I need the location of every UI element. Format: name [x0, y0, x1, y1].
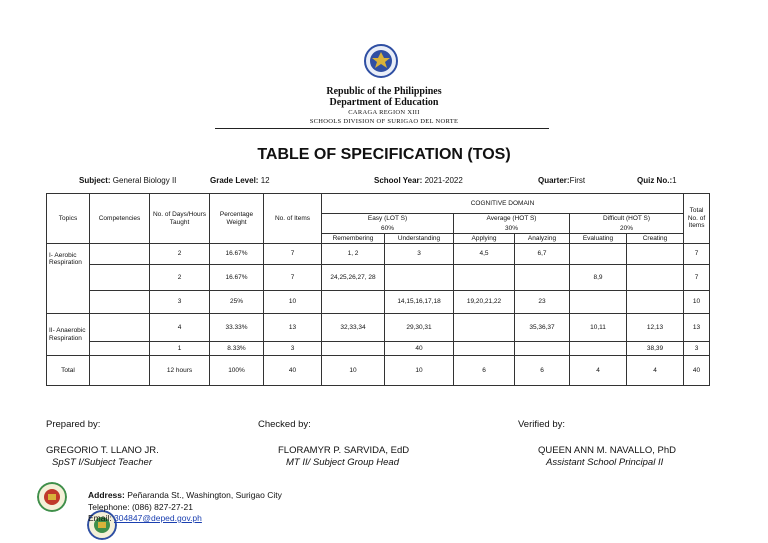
evaluating-cell: 10,11	[570, 314, 627, 342]
understanding-cell: 10	[385, 356, 454, 386]
creating-cell: 4	[627, 356, 684, 386]
header-difficult: Difficult (HOT S)	[570, 214, 684, 224]
analyzing-cell: 23	[515, 291, 570, 314]
verified-title: Assistant School Principal II	[546, 457, 664, 468]
header-understanding: Understanding	[385, 234, 454, 244]
total-row	[47, 356, 710, 386]
header-republic: Republic of the Philippines	[326, 86, 442, 97]
deped-seal-icon	[364, 44, 398, 78]
days-cell: 3	[150, 291, 210, 314]
header-competencies: Competencies	[90, 194, 150, 244]
footer-address: Address: Peñaranda St., Washington, Surigao City	[88, 490, 282, 500]
weight-cell: 33.33%	[210, 314, 264, 342]
creating-cell	[627, 244, 684, 265]
analyzing-cell: 6	[515, 356, 570, 386]
competency-cell	[90, 356, 150, 386]
total-cell: 10	[684, 291, 710, 314]
competency-cell	[90, 244, 150, 265]
table-row	[47, 244, 710, 265]
subject-info: Subject: General Biology II	[79, 176, 177, 185]
days-cell: 1	[150, 342, 210, 356]
checked-label: Checked by:	[258, 419, 311, 430]
quiz-info: Quiz No.:1	[637, 176, 677, 185]
analyzing-cell: 6,7	[515, 244, 570, 265]
footer-telephone: Telephone: (086) 827-27-21	[88, 502, 193, 512]
weight-cell: 25%	[210, 291, 264, 314]
evaluating-cell	[570, 342, 627, 356]
items-cell: 3	[264, 342, 322, 356]
header-average: Average (HOT S)	[454, 214, 570, 224]
total-label: Total	[47, 356, 90, 386]
verified-label: Verified by:	[518, 419, 565, 430]
table-row	[47, 265, 710, 291]
header-department: Department of Education	[329, 97, 439, 108]
prepared-label: Prepared by:	[46, 419, 101, 430]
items-cell: 7	[264, 265, 322, 291]
competency-cell	[90, 314, 150, 342]
header-total-items: Total No. of Items	[684, 194, 710, 244]
topic-anaerobic: II- Anaerobic Respiration	[47, 314, 90, 356]
header-division: SCHOOLS DIVISION OF SURIGAO DEL NORTE	[309, 118, 459, 125]
header-average-pct: 30%	[454, 224, 570, 234]
header-remembering: Remembering	[322, 234, 385, 244]
creating-cell	[627, 291, 684, 314]
total-cell: 40	[684, 356, 710, 386]
topic-aerobic: I- Aerobic Respiration	[47, 244, 90, 314]
remembering-cell: 24,25,26,27, 28	[322, 265, 385, 291]
header-cognitive-domain: COGNITIVE DOMAIN	[322, 194, 684, 214]
table-row	[47, 314, 710, 342]
grade-info: Grade Level: 12	[210, 176, 270, 185]
prepared-name: GREGORIO T. LLANO JR.	[46, 445, 159, 456]
days-cell: 4	[150, 314, 210, 342]
competency-cell	[90, 265, 150, 291]
remembering-cell	[322, 342, 385, 356]
analyzing-cell	[515, 342, 570, 356]
header-difficult-pct: 20%	[570, 224, 684, 234]
understanding-cell: 29,30,31	[385, 314, 454, 342]
applying-cell: 4,5	[454, 244, 515, 265]
remembering-cell	[322, 291, 385, 314]
total-cell: 13	[684, 314, 710, 342]
header-analyzing: Analyzing	[515, 234, 570, 244]
competency-cell	[90, 342, 150, 356]
evaluating-cell	[570, 244, 627, 265]
weight-cell: 100%	[210, 356, 264, 386]
remembering-cell: 1, 2	[322, 244, 385, 265]
header-evaluating: Evaluating	[570, 234, 627, 244]
remembering-cell: 10	[322, 356, 385, 386]
items-cell: 40	[264, 356, 322, 386]
header-easy-pct: 60%	[322, 224, 454, 234]
applying-cell	[454, 342, 515, 356]
table-row	[47, 342, 710, 356]
verified-name: QUEEN ANN M. NAVALLO, PhD	[538, 445, 676, 456]
weight-cell: 16.67%	[210, 244, 264, 265]
creating-cell: 12,13	[627, 314, 684, 342]
prepared-title: SpST I/Subject Teacher	[52, 457, 152, 468]
days-cell: 2	[150, 265, 210, 291]
header-easy: Easy (LOT S)	[322, 214, 454, 224]
competency-cell	[90, 291, 150, 314]
applying-cell	[454, 265, 515, 291]
quarter-info: Quarter:First	[538, 176, 586, 185]
school-year-info: School Year: 2021-2022	[374, 176, 463, 185]
total-cell: 7	[684, 265, 710, 291]
items-cell: 13	[264, 314, 322, 342]
understanding-cell: 40	[385, 342, 454, 356]
school-logo-icon	[37, 482, 67, 512]
total-cell: 3	[684, 342, 710, 356]
checked-title: MT II/ Subject Group Head	[286, 457, 399, 468]
days-cell: 12 hours	[150, 356, 210, 386]
items-cell: 7	[264, 244, 322, 265]
evaluating-cell	[570, 291, 627, 314]
header-items: No. of Items	[264, 194, 322, 244]
header-region: CARAGA REGION XIII	[348, 109, 420, 116]
creating-cell	[627, 265, 684, 291]
evaluating-cell: 8,9	[570, 265, 627, 291]
table-row	[47, 291, 710, 314]
analyzing-cell: 35,36,37	[515, 314, 570, 342]
evaluating-cell: 4	[570, 356, 627, 386]
email-link[interactable]: 304847@deped.gov.ph	[114, 513, 202, 523]
days-cell: 2	[150, 244, 210, 265]
footer-email: Email: 304847@deped.gov.ph	[88, 513, 202, 523]
tos-table	[46, 193, 710, 386]
understanding-cell: 14,15,16,17,18	[385, 291, 454, 314]
checked-name: FLORAMYR P. SARVIDA, EdD	[278, 445, 410, 456]
applying-cell	[454, 314, 515, 342]
weight-cell: 8.33%	[210, 342, 264, 356]
header-topics: Topics	[47, 194, 90, 244]
header-divider	[215, 128, 549, 129]
analyzing-cell	[515, 265, 570, 291]
page-title: TABLE OF SPECIFICATION (TOS)	[257, 146, 511, 163]
weight-cell: 16.67%	[210, 265, 264, 291]
creating-cell: 38,39	[627, 342, 684, 356]
header-applying: Applying	[454, 234, 515, 244]
applying-cell: 6	[454, 356, 515, 386]
header-creating: Creating	[627, 234, 684, 244]
header-weight: Percentage Weight	[210, 194, 264, 244]
applying-cell: 19,20,21,22	[454, 291, 515, 314]
header-days: No. of Days/Hours Taught	[150, 194, 210, 244]
items-cell: 10	[264, 291, 322, 314]
understanding-cell	[385, 265, 454, 291]
remembering-cell: 32,33,34	[322, 314, 385, 342]
understanding-cell: 3	[385, 244, 454, 265]
total-cell: 7	[684, 244, 710, 265]
